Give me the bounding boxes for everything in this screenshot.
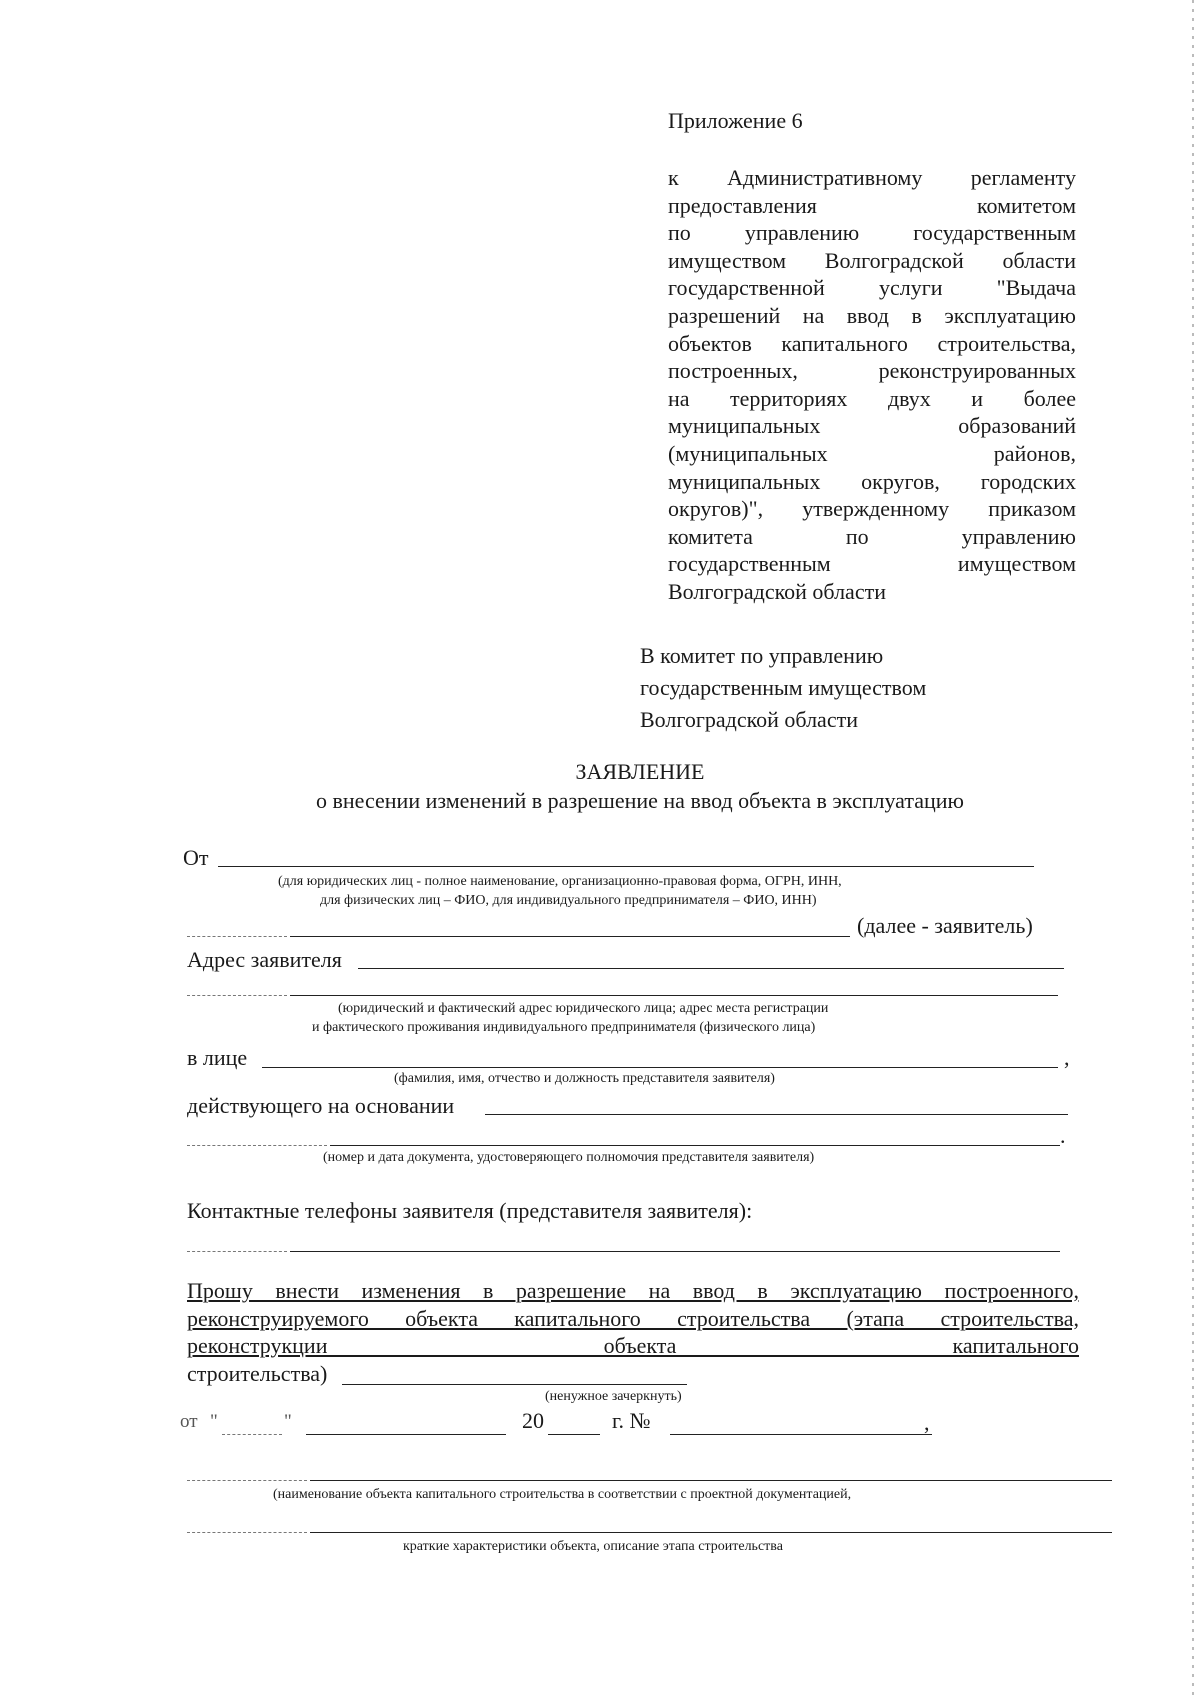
- address-hint: (юридический и фактический адрес юридического лица; адрес места регистрации: [338, 1001, 829, 1016]
- object-details-field[interactable]: [310, 1532, 1112, 1533]
- from-label: От: [183, 845, 209, 870]
- basis-field-faint: [187, 1145, 327, 1146]
- basis-dot: .: [1060, 1123, 1066, 1148]
- regulation-line: государственным имуществом: [668, 551, 1076, 577]
- date-quote-open: ": [210, 1411, 218, 1432]
- regulation-line: (муниципальных районов,: [668, 440, 1076, 466]
- basis-field-continuation[interactable]: [330, 1145, 1060, 1146]
- month-field[interactable]: [306, 1434, 506, 1435]
- phones-field[interactable]: [290, 1251, 1060, 1252]
- person-hint: (фамилия, имя, отчество и должность представителя заявителя): [394, 1071, 775, 1086]
- regulation-line: предоставления комитетом: [668, 192, 1076, 218]
- address-field[interactable]: [358, 968, 1064, 969]
- from-field[interactable]: [218, 866, 1034, 867]
- recipient-line: государственным имуществом: [640, 675, 927, 700]
- basis-label: действующего на основании: [187, 1093, 455, 1118]
- request-line: реконструируемого объекта капитального строительства (этапа строительства,: [187, 1305, 1079, 1331]
- address-field-faint: [187, 995, 287, 996]
- document-subtitle: о внесении изменений в разрешение на ввод объекта в эксплуатацию: [316, 788, 964, 813]
- from-field-continuation-faint: [187, 936, 287, 937]
- regulation-line: муниципальных округов, городских: [668, 468, 1076, 494]
- day-field[interactable]: [222, 1434, 282, 1435]
- object-hint: (наименование объекта капитального строительства в соответствии с проектной документацией,: [273, 1487, 852, 1502]
- object-name-field[interactable]: [310, 1480, 1112, 1481]
- person-label: в лице: [187, 1045, 248, 1070]
- regulation-line: муниципальных образований: [668, 413, 1076, 439]
- regulation-line: разрешений на ввод в эксплуатацию: [668, 302, 1076, 328]
- regulation-line: округов)", утвержденному приказом: [668, 496, 1076, 522]
- recipient-line: Волгоградской области: [640, 707, 858, 732]
- number-field[interactable]: [670, 1434, 932, 1435]
- recipient-line: В комитет по управлению: [640, 643, 884, 668]
- regulation-line: по управлению государственным: [668, 220, 1076, 246]
- regulation-line: имуществом Волгоградской области: [668, 247, 1076, 273]
- appendix-label: Приложение 6: [668, 108, 803, 133]
- regulation-line: объектов капитального строительства,: [668, 330, 1076, 356]
- request-line: строительства): [187, 1360, 328, 1386]
- year-field[interactable]: [548, 1434, 600, 1435]
- regulation-line: государственной услуги "Выдача: [668, 275, 1076, 301]
- object-hint: краткие характеристики объекта, описание этапа строительства: [403, 1539, 783, 1554]
- address-hint: и фактического проживания индивидуального предпринимателя (физического лица): [312, 1020, 816, 1035]
- number-label: г. №: [612, 1408, 651, 1433]
- basis-field[interactable]: [485, 1114, 1068, 1115]
- recipient-block: [640, 640, 926, 736]
- person-comma: ,: [1064, 1045, 1070, 1070]
- request-text: [187, 1277, 1079, 1387]
- strike-hint: (ненужное зачеркнуть): [545, 1389, 682, 1404]
- year-prefix: 20: [522, 1408, 544, 1433]
- regulation-line: Волгоградской области: [668, 578, 886, 604]
- object-field-faint: [187, 1532, 307, 1533]
- regulation-line: к Административному регламенту: [668, 165, 1076, 190]
- regulation-line: на территориях двух и более: [668, 385, 1076, 411]
- scan-edge-artifact: [1192, 0, 1194, 1697]
- regulation-line: комитета по управлению: [668, 523, 1076, 549]
- date-quote-close: ": [284, 1411, 292, 1432]
- from-field-continuation[interactable]: [290, 936, 850, 937]
- regulation-line: построенных, реконструированных: [668, 358, 1076, 384]
- from-hint: для физических лиц – ФИО, для индивидуального предпринимателя – ФИО, ИНН): [320, 893, 817, 908]
- applicant-suffix: (далее - заявитель): [857, 913, 1033, 938]
- from-hint: (для юридических лиц - полное наименование, организационно-правовая форма, ОГРН, ИНН,: [278, 874, 842, 889]
- person-field[interactable]: [262, 1067, 1058, 1068]
- address-field-continuation[interactable]: [290, 995, 1058, 996]
- phones-label: Контактные телефоны заявителя (представителя заявителя):: [187, 1198, 753, 1223]
- basis-hint: (номер и дата документа, удостоверяющего полномочия представителя заявителя): [323, 1150, 815, 1165]
- document-title: ЗАЯВЛЕНИЕ: [575, 759, 705, 784]
- number-comma: ,: [924, 1410, 930, 1435]
- address-label: Адрес заявителя: [187, 947, 342, 972]
- request-line: реконструкции объекта капитального: [187, 1333, 1079, 1358]
- request-object-field[interactable]: [342, 1384, 687, 1385]
- request-line: Прошу внести изменения в разрешение на ввод в эксплуатацию построенного,: [187, 1278, 1079, 1303]
- object-field-faint: [187, 1480, 307, 1481]
- date-from-label: от: [180, 1411, 198, 1432]
- regulation-reference: [668, 164, 1076, 606]
- phones-field-faint: [187, 1251, 287, 1252]
